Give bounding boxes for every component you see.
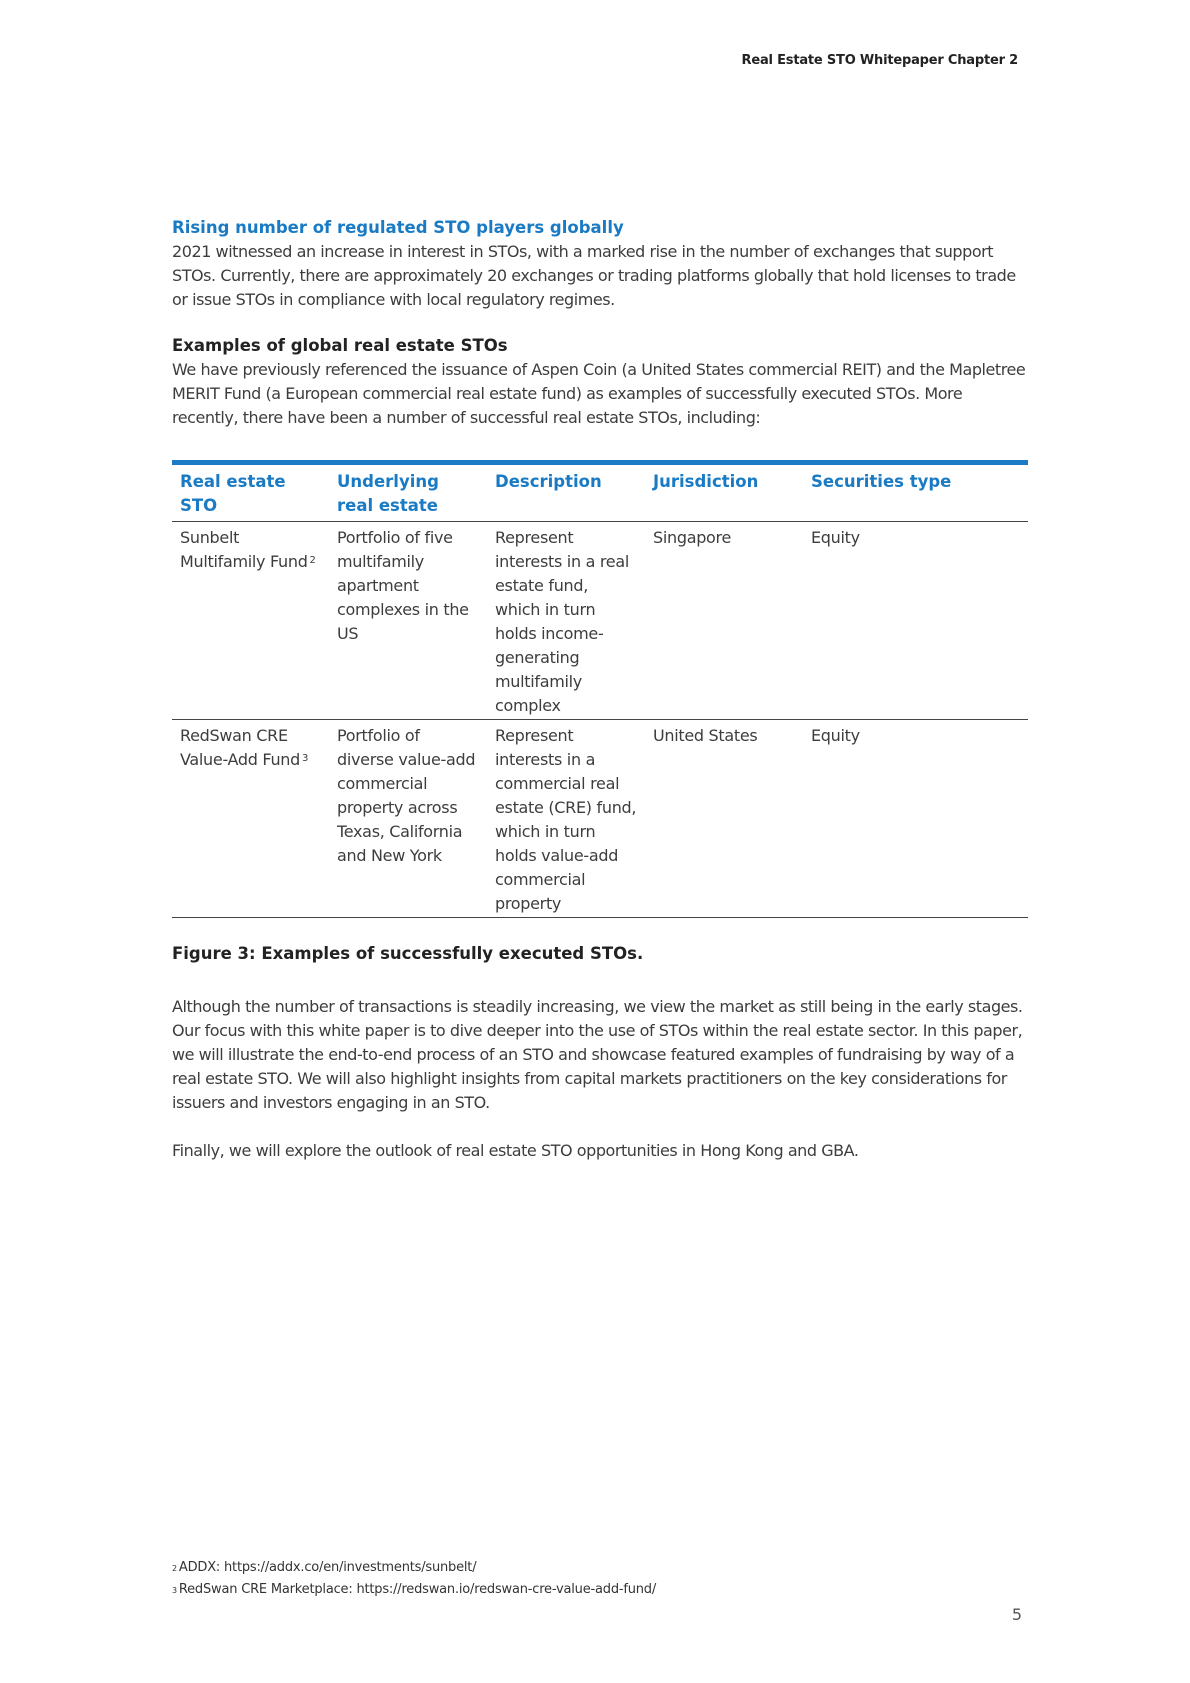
section-heading-regulated-sto-players: Rising number of regulated STO players globally (172, 218, 624, 237)
cell-securities-type: Equity (803, 720, 1028, 918)
cell-description: Represent interests in a real estate fund, which in turn holds income-generating multifamily complex (487, 522, 645, 720)
figure-caption: Figure 3: Examples of successfully executed STOs. (172, 944, 644, 963)
footnote-text: RedSwan CRE Marketplace: https://redswan.io/redswan-cre-value-add-fund/ (178, 1582, 657, 1597)
table-row (172, 720, 1028, 918)
cell-jurisdiction: Singapore (645, 522, 803, 720)
sto-name: RedSwan CRE Value-Add Fund (180, 726, 300, 769)
paragraph-global-examples: We have previously referenced the issuance of Aspen Coin (a United States commercial REIT) and the Mapletree MERIT Fund (a European commercial real estate fund) as examples of successfully executed STOs. More recently, there have been a number of successful real estate STOs, including: (172, 360, 1026, 427)
column-header: Real estate STO (172, 463, 329, 522)
sto-name: Sunbelt Multifamily Fund (180, 528, 308, 571)
page-number: 5 (1011, 1605, 1022, 1624)
footnote-item (172, 1557, 656, 1579)
cell-description: Represent interests in a commercial real estate (CRE) fund, which in turn holds value-add commercial property (487, 720, 645, 918)
cell-underlying: Portfolio of diverse value-add commercial property across Texas, California and New York (329, 720, 487, 918)
footnotes (172, 1557, 656, 1601)
footnote-marker: 2 (172, 1564, 177, 1573)
paragraph-regulated-sto-players: 2021 witnessed an increase in interest in STOs, with a marked rise in the number of exchanges that support STOs. Currently, there are approximately 20 exchanges or trading platforms globally that hold licenses to trade or issue STOs in compliance with local regulatory regimes. (172, 242, 1016, 309)
paragraph-market-outlook: Although the number of transactions is steadily increasing, we view the market as still being in the early stages. Our focus with this white paper is to dive deeper into the use of STOs within the real estate sector. In this paper, we will illustrate the end-to-end process of an STO and showcase featured examples of fundraising by way of a real estate STO. We will also highlight insights from capital markets practitioners on the key considerations for issuers and investors engaging in an STO. (172, 997, 1023, 1112)
cell-underlying: Portfolio of five multifamily apartment complexes in the US (329, 522, 487, 720)
cell-securities-type: Equity (803, 522, 1028, 720)
footnote-item (172, 1579, 656, 1601)
table-header-row (172, 463, 1028, 522)
cell-sto-name (172, 720, 329, 918)
column-header: Underlying real estate (329, 463, 487, 522)
main-content (172, 216, 1028, 1163)
column-header: Description (487, 463, 645, 522)
column-header: Securities type (803, 463, 1028, 522)
footnote-ref: 3 (302, 753, 309, 764)
sto-examples-table (172, 460, 1028, 918)
footnote-ref: 2 (309, 555, 316, 566)
cell-sto-name (172, 522, 329, 720)
footnote-text: ADDX: https://addx.co/en/investments/sunbelt/ (178, 1560, 477, 1575)
paragraph-closing: Finally, we will explore the outlook of real estate STO opportunities in Hong Kong and GBA. (172, 1141, 859, 1160)
table-row (172, 522, 1028, 720)
footnote-marker: 3 (172, 1586, 177, 1595)
running-header: Real Estate STO Whitepaper Chapter 2 (741, 53, 1018, 68)
section-heading-global-examples: Examples of global real estate STOs (172, 336, 508, 355)
column-header: Jurisdiction (645, 463, 803, 522)
cell-jurisdiction: United States (645, 720, 803, 918)
